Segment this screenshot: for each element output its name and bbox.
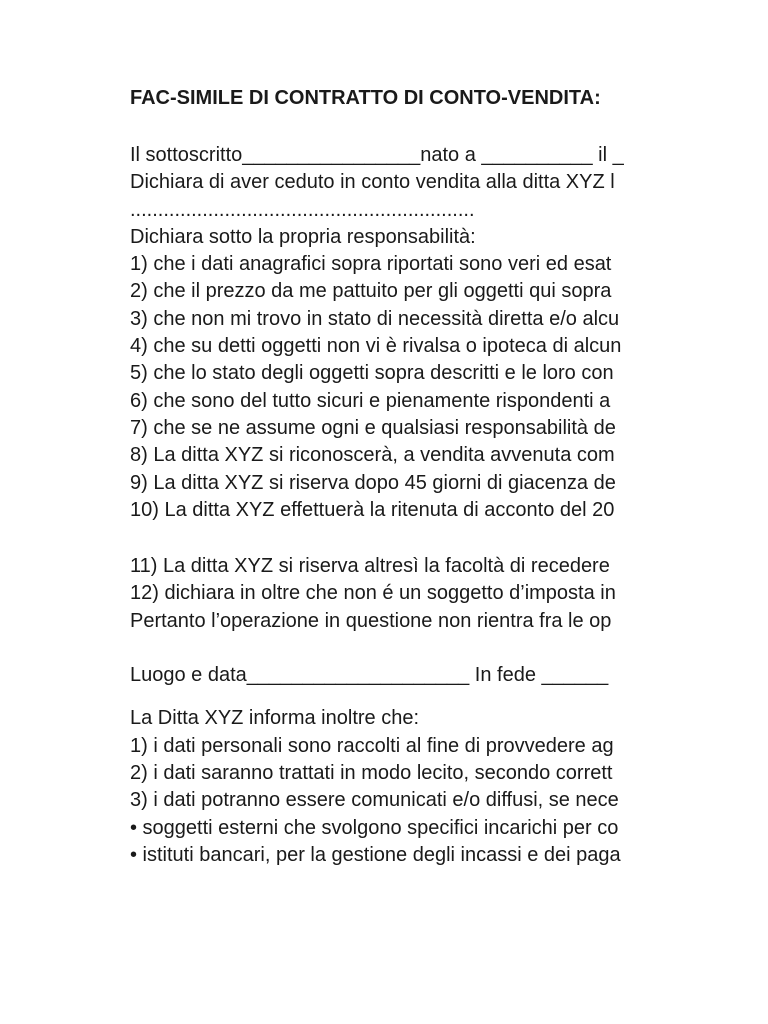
info-line: 1) i dati personali sono raccolti al fine di provvedere ag — [130, 734, 614, 757]
clause-line: 6) che sono del tutto sicuri e pienamente rispondenti a — [130, 389, 611, 412]
info-bullet-line: • soggetti esterni che svolgono specifici incarichi per co — [130, 816, 619, 839]
clause-line: 4) che su detti oggetti non vi è rivalsa o ipoteca di alcun — [130, 335, 622, 358]
intro-line: .............................................................. — [130, 198, 475, 221]
info-line: La Ditta XYZ informa inoltre che: — [130, 707, 420, 730]
signature-line: Luogo e data____________________ In fede ______ — [130, 664, 609, 687]
clauses-list-2 — [130, 553, 686, 635]
clause-line: 7) che se ne assume ogni e qualsiasi responsabilità de — [130, 416, 616, 439]
clauses-list-1 — [130, 251, 686, 524]
info-line: 3) i dati potranno essere comunicati e/o diffusi, se nece — [130, 789, 619, 812]
intro-line: Dichiara sotto la propria responsabilità: — [130, 225, 476, 248]
clause-line: 10) La ditta XYZ effettuerà la ritenuta di acconto del 20 — [130, 498, 615, 521]
document-title: FAC-SIMILE DI CONTRATTO DI CONTO-VENDITA: — [130, 87, 601, 109]
clause-line: 2) che il prezzo da me pattuito per gli oggetti qui sopra — [130, 280, 612, 303]
clause-line: 8) La ditta XYZ si riconoscerà, a vendita avvenuta com — [130, 444, 615, 467]
clause-line: 3) che non mi trovo in stato di necessità diretta e/o alcu — [130, 307, 620, 330]
clause-line: 11) La ditta XYZ si riserva altresì la facoltà di recedere — [130, 555, 610, 578]
clause-line: 1) che i dati anagrafici sopra riportati sono veri ed esat — [130, 253, 612, 276]
info-bullet-line: • istituti bancari, per la gestione degli incassi e dei paga — [130, 843, 621, 866]
privacy-info-section — [130, 705, 686, 869]
clause-line: 5) che lo stato degli oggetti sopra descritti e le loro con — [130, 362, 614, 385]
intro-line: Dichiara di aver ceduto in conto vendita alla ditta XYZ l — [130, 171, 615, 194]
info-line: 2) i dati saranno trattati in modo lecito, secondo corrett — [130, 761, 613, 784]
signature-section — [130, 662, 686, 689]
document-page — [130, 84, 686, 944]
clause-line: Pertanto l’operazione in questione non rientra fra le op — [130, 609, 612, 632]
clause-line: 12) dichiara in oltre che non é un soggetto d’imposta in — [130, 582, 616, 605]
intro-line: Il sottoscritto________________nato a __________ il _ — [130, 144, 624, 166]
intro-section — [130, 142, 686, 251]
clause-line: 9) La ditta XYZ si riserva dopo 45 giorni di giacenza de — [130, 471, 616, 494]
